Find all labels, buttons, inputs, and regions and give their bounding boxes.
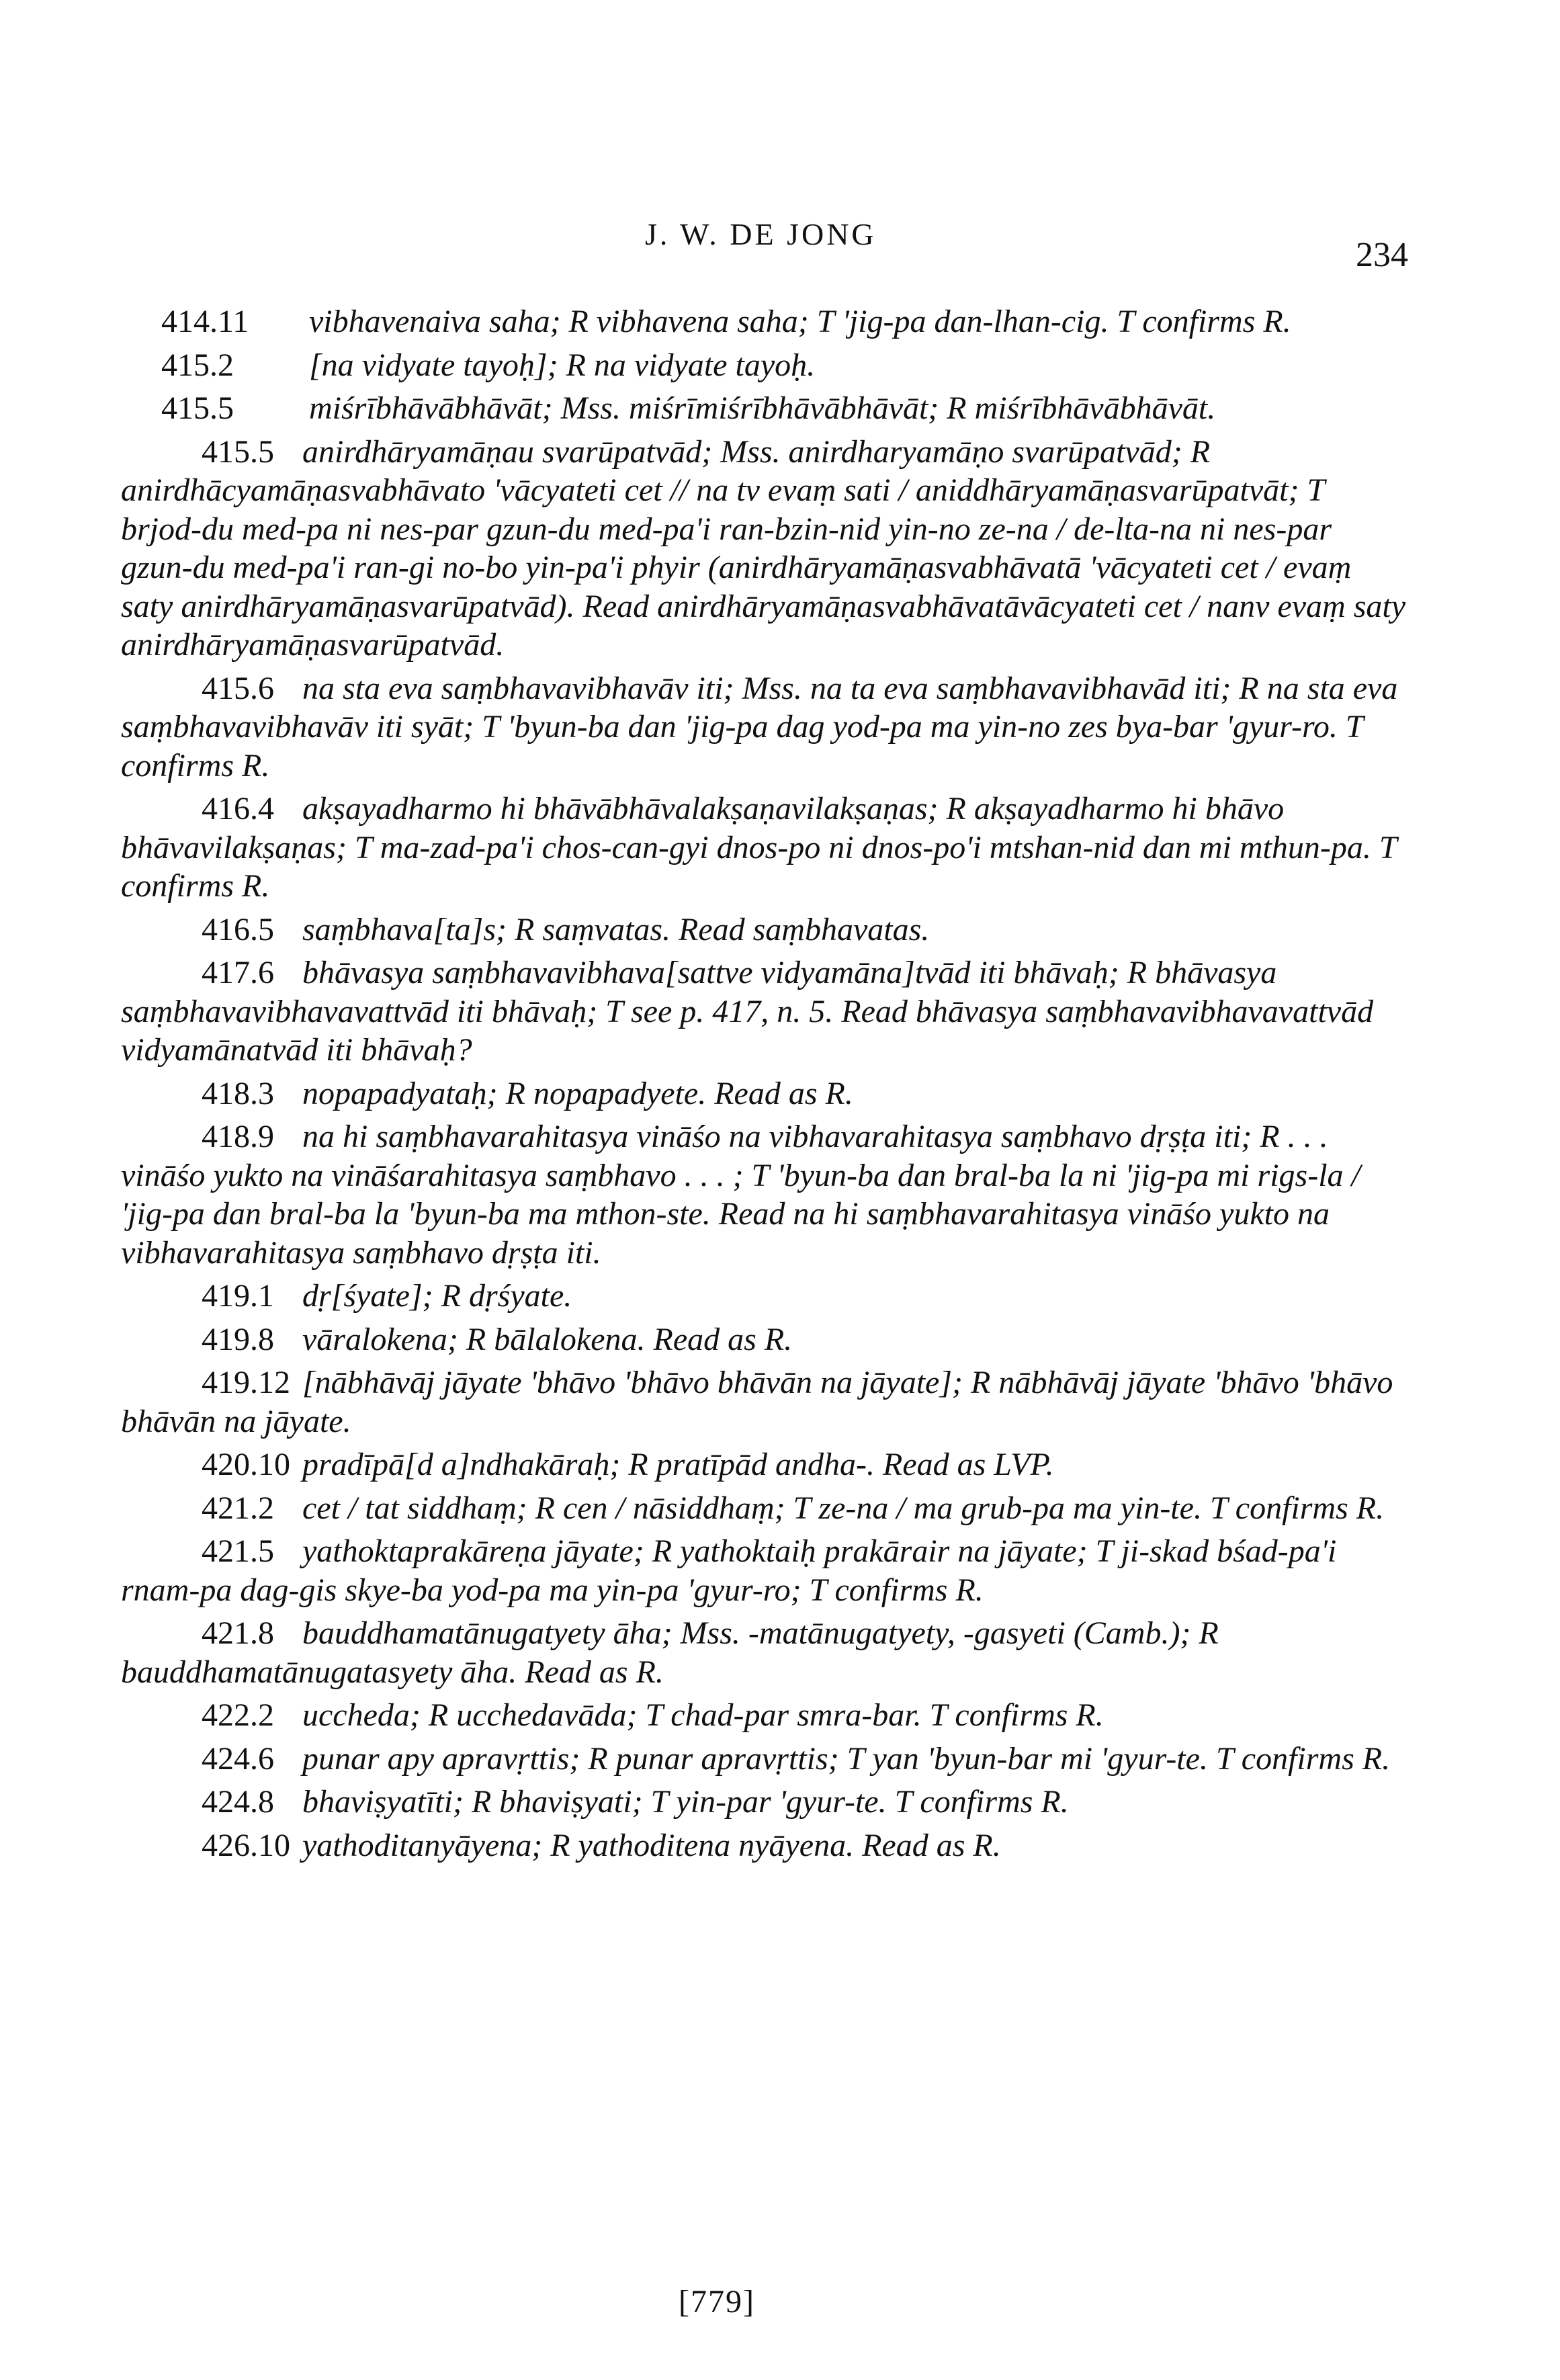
- bracket-page-number: [779]: [679, 2284, 755, 2320]
- note-entry: [121, 1826, 1411, 1865]
- note-entry: [121, 790, 1411, 906]
- entry-text: bhaviṣyatīti; R bhaviṣyati; T yin-par 'gyur-te. T confirms R.: [302, 1784, 1069, 1820]
- page-number: 234: [1356, 236, 1408, 274]
- note-entry: [121, 433, 1411, 665]
- note-entry: [121, 389, 1411, 428]
- note-entry: [121, 953, 1411, 1070]
- entry-text: cet / tat siddhaṃ; R cen / nāsiddhaṃ; T ze-na / ma grub-pa ma yin-te. T confirms R.: [302, 1490, 1385, 1526]
- entry-ref: 422.2: [202, 1697, 274, 1733]
- entry-ref: 419.8: [202, 1321, 274, 1357]
- note-entry: [121, 1614, 1411, 1691]
- note-entry: [121, 1445, 1411, 1484]
- running-head: J. W. DE JONG: [645, 217, 877, 251]
- entry-text: [nābhāvāj jāyate 'bhāvo 'bhāvo bhāvān na jāyate]; R nābhāvāj jāyate 'bhāvo 'bhāvo bhāvān na jāyate.: [121, 1365, 1393, 1439]
- entry-text: miśrībhāvābhāvāt; Mss. miśrīmiśrībhāvābhāvāt; R miśrībhāvābhāvāt.: [309, 390, 1216, 426]
- entry-text: bauddhamatānugatyety āha; Mss. -matānugatyety, -gasyeti (Camb.); R bauddhamatānugatasyety āha. Read as R.: [121, 1615, 1219, 1690]
- note-entry: [121, 1532, 1411, 1609]
- entry-text: uccheda; R ucchedavāda; T chad-par smra-bar. T confirms R.: [302, 1697, 1104, 1733]
- entry-ref: 414.11: [161, 304, 249, 339]
- entry-ref: 421.8: [202, 1615, 274, 1651]
- entry-text: dṛ[śyate]; R dṛśyate.: [302, 1278, 572, 1314]
- entry-ref: 415.2: [161, 347, 234, 383]
- notes-list: [121, 302, 1411, 1869]
- note-entry: [121, 1117, 1411, 1272]
- note-entry: [121, 302, 1411, 341]
- entry-text: punar apy apravṛttis; R punar apravṛttis; T yan 'byun-bar mi 'gyur-te. T confirms R.: [302, 1740, 1391, 1777]
- entry-ref: 415.6: [202, 670, 274, 706]
- entry-text: akṣayadharmo hi bhāvābhāvalakṣaṇavilakṣaṇas; R akṣayadharmo hi bhāvo bhāvavilakṣaṇas; T ma-zad-pa'i chos-can-gyi dnos-po ni dnos-po'i mtshan-nid dan mi mthun-pa. T confirms R.: [121, 791, 1397, 904]
- note-entry: [121, 910, 1411, 949]
- entry-ref: 419.12: [202, 1365, 290, 1400]
- entry-text: vibhavenaiva saha; R vibhavena saha; T 'jig-pa dan-lhan-cig. T confirms R.: [309, 304, 1291, 339]
- entry-text: yathoktaprakāreṇa jāyate; R yathoktaiḥ prakārair na jāyate; T ji-skad bśad-pa'i rnam-pa dag-gis skye-ba yod-pa ma yin-pa 'gyur-ro; T confirms R.: [121, 1533, 1337, 1608]
- entry-text: anirdhāryamāṇau svarūpatvād; Mss. anirdharyamāṇo svarūpatvād; R anirdhācyamāṇasvabhāvato 'vācyateti cet // na tv evaṃ sati / aniddhāryamāṇasvarūpatvāt; T brjod-du med-pa ni nes-par gzun-du med-pa'i ran-bzin-nid yin-no ze-na / de-lta-na ni nes-par gzun-du med-pa'i ran-gi no-bo yin-pa'i phyir (anirdhāryamāṇasvabhāvatā 'vācyateti cet / evaṃ saty anirdhāryamāṇasvarūpatvād). Read anirdhāryamāṇasvabhāvatāvācyateti cet / nanv evaṃ saty anirdhāryamāṇasvarūpatvād.: [121, 433, 1406, 663]
- entry-text: pradīpā[d a]ndhakāraḥ; R pratīpād andha-. Read as LVP.: [302, 1447, 1054, 1482]
- entry-ref: 424.6: [202, 1740, 274, 1777]
- entry-ref: 416.5: [202, 911, 274, 947]
- entry-text: [na vidyate tayoḥ]; R na vidyate tayoḥ.: [309, 347, 816, 383]
- entry-ref: 421.2: [202, 1490, 274, 1526]
- note-entry: [121, 346, 1411, 385]
- entry-ref: 420.10: [202, 1447, 290, 1482]
- note-entry: [121, 1363, 1411, 1441]
- note-entry: [121, 1074, 1411, 1113]
- entry-text: vāralokena; R bālalokena. Read as R.: [302, 1321, 793, 1357]
- entry-ref: 419.1: [202, 1278, 274, 1314]
- entry-ref: 418.9: [202, 1119, 274, 1154]
- entry-ref: 415.5: [202, 433, 274, 470]
- note-entry: [121, 1277, 1411, 1316]
- entry-text: yathoditanyāyena; R yathoditena nyāyena. Read as R.: [302, 1827, 1001, 1863]
- entry-ref: 417.6: [202, 955, 274, 990]
- entry-ref: 424.8: [202, 1784, 274, 1820]
- note-entry: [121, 1320, 1411, 1359]
- note-entry: [121, 1489, 1411, 1528]
- entry-ref: 426.10: [202, 1827, 290, 1863]
- entry-text: nopapadyataḥ; R nopapadyete. Read as R.: [302, 1075, 853, 1111]
- entry-text: bhāvasya saṃbhavavibhava[sattve vidyamāna]tvād iti bhāvaḥ; R bhāvasya saṃbhavavibhavavattvād iti bhāvaḥ; T see p. 417, n. 5. Read bhāvasya saṃbhavavibhavavattvād vidyamānatvād iti bhāvaḥ?: [121, 955, 1374, 1068]
- entry-ref: 415.5: [161, 390, 234, 426]
- note-entry: [121, 1740, 1411, 1779]
- entry-text: saṃbhava[ta]s; R saṃvatas. Read saṃbhavatas.: [302, 911, 930, 947]
- entry-ref: 418.3: [202, 1075, 274, 1111]
- note-entry: [121, 669, 1411, 785]
- entry-ref: 421.5: [202, 1533, 274, 1569]
- note-entry: [121, 1696, 1411, 1735]
- entry-ref: 416.4: [202, 791, 274, 826]
- entry-text: na hi saṃbhavarahitasya vināśo na vibhavarahitasya saṃbhavo dṛṣṭa iti; R . . . vināśo yukto na vināśarahitasya saṃbhavo . . . ; T 'byun-ba dan bral-ba la ni 'jig-pa mi rigs-la / 'jig-pa dan bral-ba la 'byun-ba ma mthon-ste. Read na hi saṃbhavarahitasya vināśo yukto na vibhavarahitasya saṃbhavo dṛṣṭa iti.: [121, 1119, 1360, 1271]
- note-entry: [121, 1783, 1411, 1822]
- entry-text: na sta eva saṃbhavavibhavāv iti; Mss. na ta eva saṃbhavavibhavād iti; R na sta eva saṃbhavavibhavāv iti syāt; T 'byun-ba dan 'jig-pa dag yod-pa ma yin-no zes bya-bar 'gyur-ro. T confirms R.: [121, 670, 1398, 783]
